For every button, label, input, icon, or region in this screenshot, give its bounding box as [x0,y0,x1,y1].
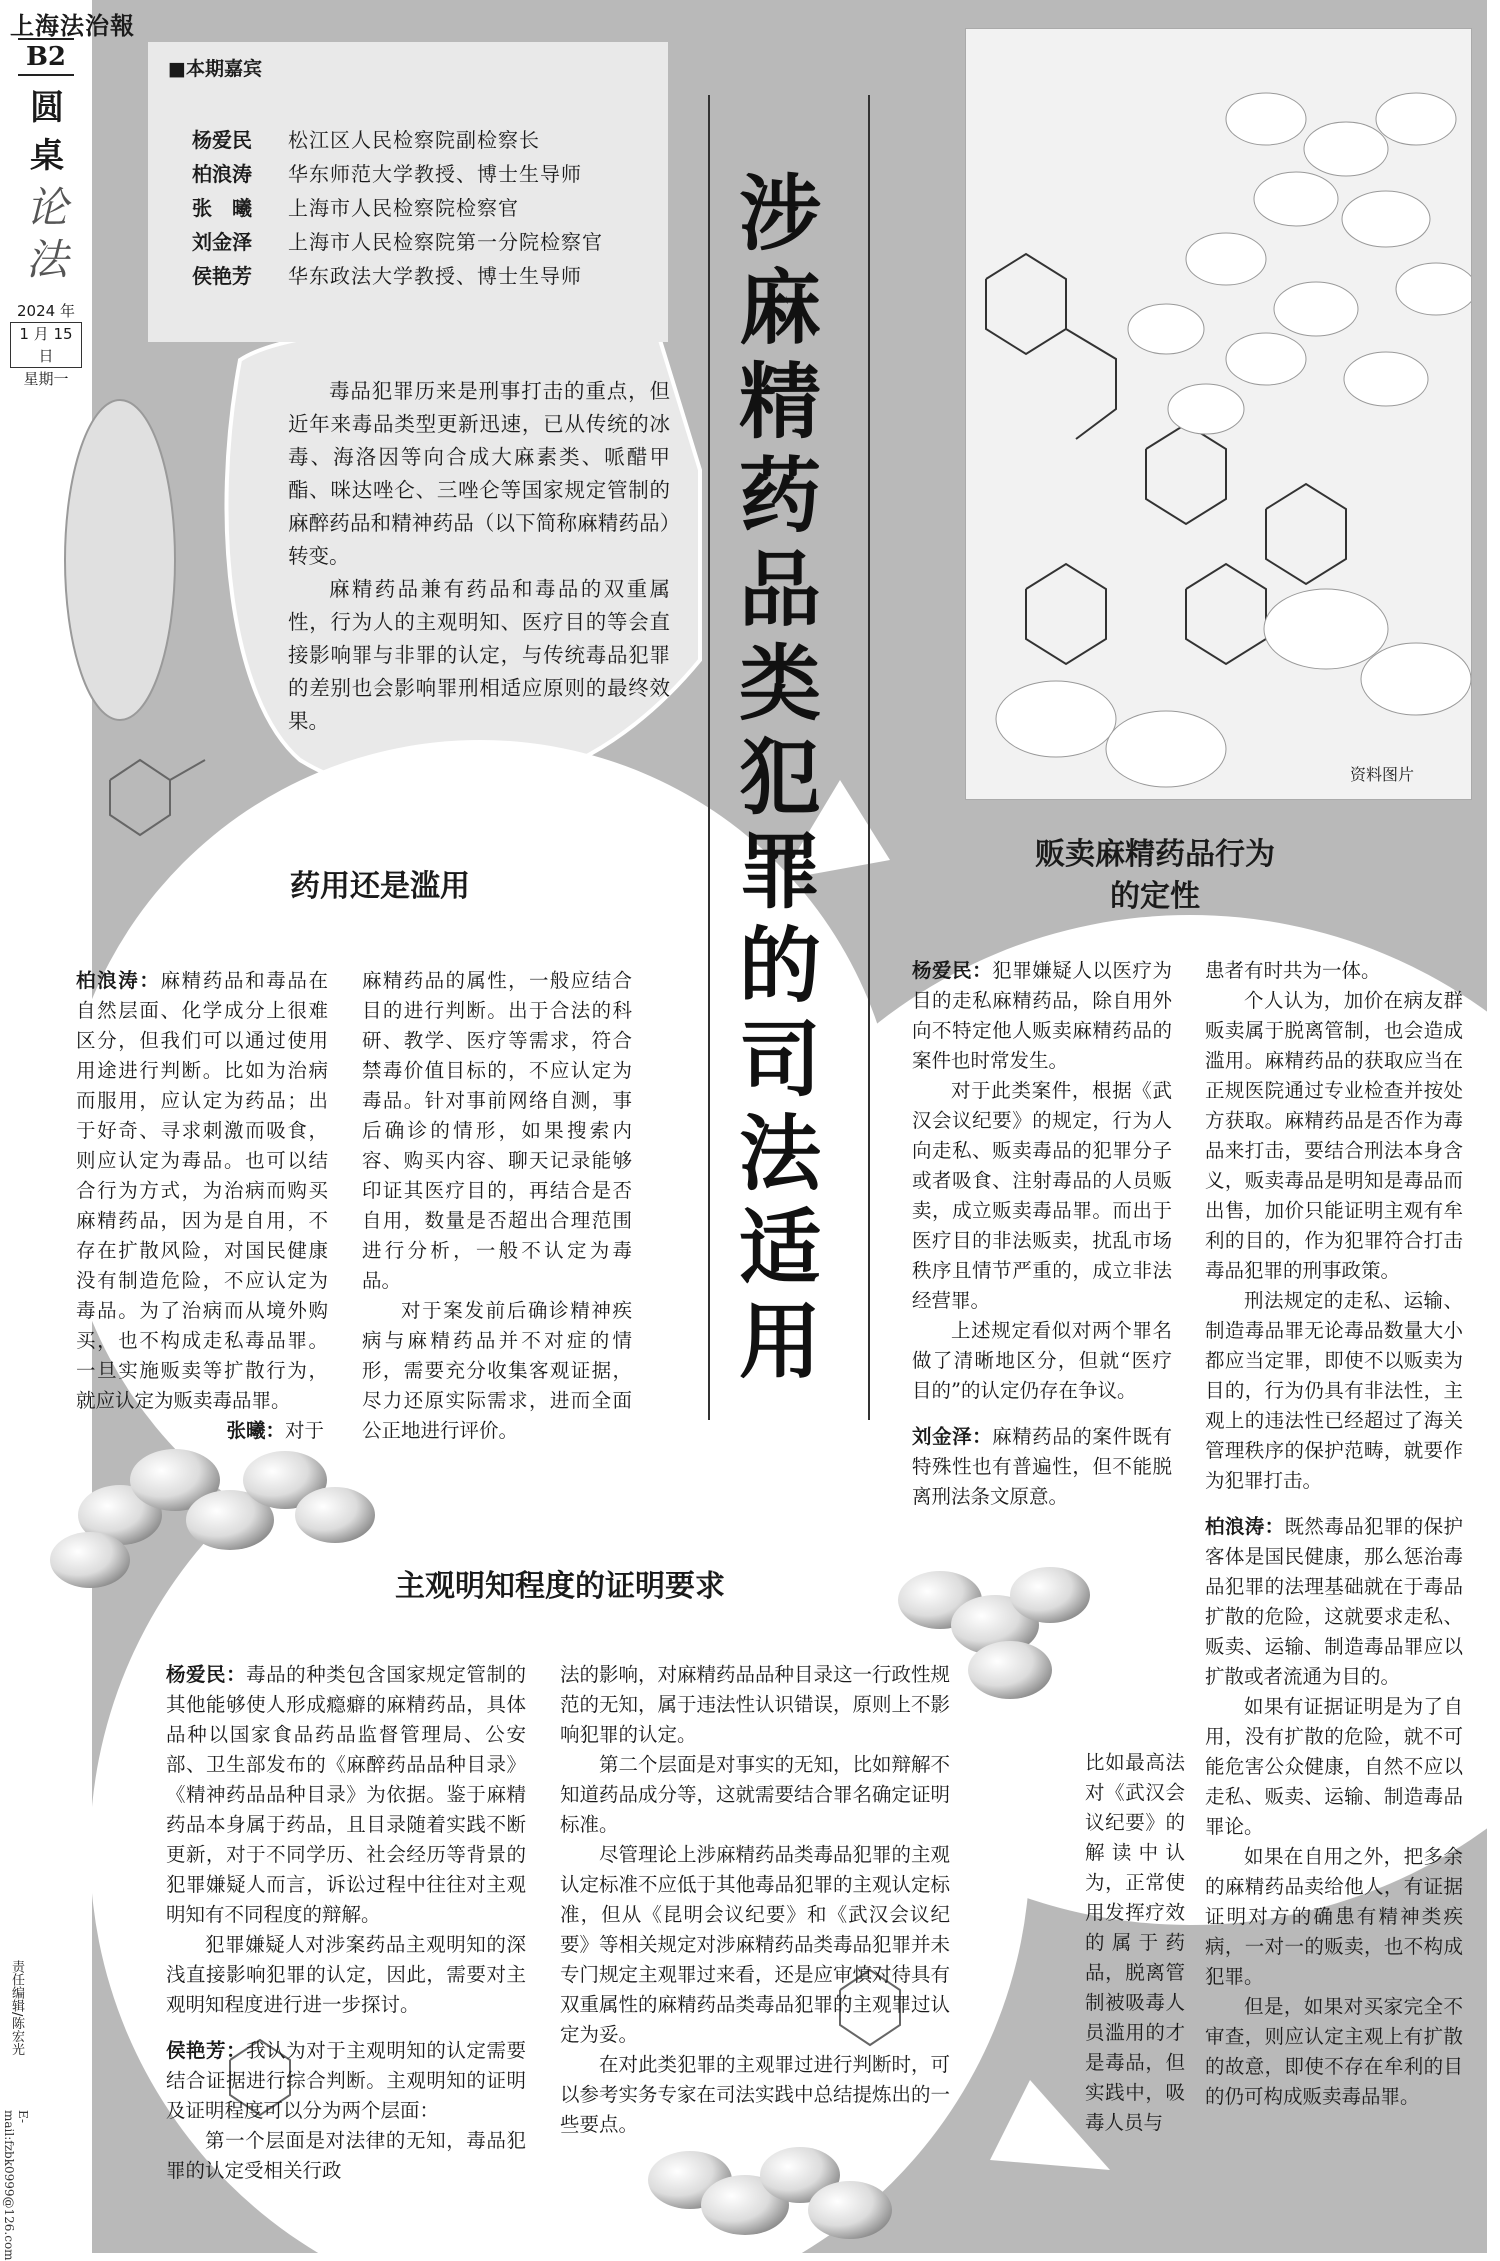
speech-text: 尽管理论上涉麻精药品类毒品犯罪的主观认定标准不应低于其他毒品犯罪的主观认定标准，但从《昆明会议纪要》和《武汉会议纪要》等相关规定对涉麻精药品类毒品犯罪并未专门规定主观罪过来看，还是应审慎对待具有双重属性的麻精药品类毒品犯罪的主观罪过认定为妥。 [560,1843,951,2046]
photo-caption: 资料图片 [1350,765,1415,784]
issue-date [10,300,82,390]
guests-title: ■本期嘉宾 [168,58,262,80]
section-title-knowledge-proof: 主观明知程度的证明要求 [395,1569,725,1604]
speaker-name: 杨爱民： [912,959,993,982]
editor-email: E-mail:fzbk0999@126.com [2,2110,30,2261]
speech-text: 第二个层面是对事实的无知，比如辩解不知道药品成分等，这就需要结合罪名确定证明标准。 [560,1753,951,1836]
speech-text: 对于案发前后确诊精神疾病与麻精药品并不对症的情形，需要充分收集客观证据，尽力还原实际需求，进而全面公正地进行评价。 [362,1299,632,1442]
section3-column2 [560,1660,950,2140]
speech-text: 患者有时共为一体。 [1205,959,1381,982]
title-rule-left [708,95,710,1420]
column-name-char-3: 论 [25,183,68,232]
speech-text: 上述规定看似对两个罪名做了清晰地区分，但就“医疗目的”的认定仍存在争议。 [912,1319,1172,1402]
speech-text: 如果在自用之外，把多余的麻精药品卖给他人，有证据证明对方的确患有精神类疾病，一对一的贩卖，也不构成犯罪。 [1205,1845,1463,1988]
guest-row [192,124,540,153]
speech-text: 如果有证据证明是为了自用，没有扩散的危险，就不可能危害公众健康，自然不应以走私、贩卖、运输、制造毒品罪论。 [1205,1695,1463,1838]
speech-text: 毒品的种类包含国家规定管制的其他能够使人形成瘾癖的麻精药品，具体品种以国家食品药品监督管理局、公安部、卫生部发布的《麻醉药品品种目录》《精神药品品种目录》为依据。鉴于麻精药品本身属于药品，且目录随着实践不断更新，对于不同学历、社会经历等背景的犯罪嫌疑人而言，诉讼过程中往往对主观明知有不同程度的辩解。 [166,1663,526,1926]
guest-name: 张 曦 [192,196,252,220]
guest-title: 华东师范大学教授、博士生导师 [288,162,582,186]
section1-column1 [76,966,328,1446]
guest-name: 柏浪涛 [192,162,252,186]
speaker-name: 杨爱民： [166,1663,247,1686]
section1-column2 [362,966,632,1446]
section2-column2 [1205,956,1463,2112]
speech-text: 刑法规定的走私、运输、制造毒品罪无论毒品数量大小都应当定罪，即使不以贩卖为目的，行为仍具有非法性，主观上的违法性已经超过了海关管理秩序的保护范畴，就要作为犯罪打击。 [1205,1289,1463,1492]
guest-name: 刘金泽 [192,230,252,254]
page-number: B2 [18,38,74,76]
section2-middle-column: 比如最高法对《武汉会议纪要》的解读中认为，正常使用发挥疗效的属于药品，脱离管制被吸毒人员滥用的才是毒品，但实践中，吸毒人员与 [1085,1751,1185,2134]
guest-row [192,158,582,187]
speech-text: 麻精药品和毒品在自然层面、化学成分上很难区分，但我们可以通过使用用途进行判断。比如为治病而服用，应认定为药品；出于好奇、寻求刺激而吸食，则应认定为毒品。也可以结合行为方式，为治病而购买麻精药品，因为是自用，不存在扩散风险，对国民健康没有制造危险，不应认定为毒品。为了治病而从境外购买，也不构成走私毒品罪。一旦实施贩卖等扩散行为，就应认定为贩卖毒品罪。 [76,969,328,1412]
masthead: 上海法治報 [10,11,135,40]
speech-text: 麻精药品的属性，一般应结合目的进行判断。出于合法的科研、教学、医疗等需求，符合禁毒价值目标的，不应认定为毒品。针对事前网络自测，事后确诊的情形，如果搜索内容、购买内容、聊天记录能够印证其医疗目的，再结合是否自用，数量是否超出合理范围进行分析，一般不认定为毒品。 [362,969,632,1292]
speaker-name: 刘金泽： [912,1425,993,1448]
issue-day: 1 月 15 日 [10,322,82,368]
speech-text: 对于此类案件，根据《武汉会议纪要》的规定，行为人向走私、贩卖毒品的犯罪分子或者吸食、注射毒品的人员贩卖，成立贩卖毒品罪。而出于医疗目的非法贩卖，扰乱市场秩序且情节严重的，成立非法经营罪。 [912,1079,1172,1312]
guest-title: 上海市人民检察院第一分院检察官 [288,230,603,254]
main-title: 涉麻精药品类犯罪的司法适用 [738,167,821,1390]
issue-weekday: 星期一 [23,370,69,388]
section-title-medical-or-abuse: 药用还是滥用 [290,869,470,904]
section-title-line: 贩卖麻精药品行为 [1035,837,1275,872]
guest-row [192,260,582,289]
guest-row [192,226,603,255]
speech-text: 犯罪嫌疑人以医疗为目的走私麻精药品，除自用外向不特定他人贩卖麻精药品的案件也时常发生。 [912,959,1172,1072]
guest-title: 松江区人民检察院副检察长 [288,128,540,152]
guest-row [192,192,519,221]
pills-photo [965,28,1472,800]
column-name-char-4: 法 [25,235,68,284]
section-title-sale-nature [940,834,1370,918]
speech-text: 个人认为，加价在病友群贩卖属于脱离管制，也会造成滥用。麻精药品的获取应当在正规医院通过专业检查并按处方获取。麻精药品是否作为毒品来打击，要结合刑法本身含义，贩卖毒品是明知是毒品而出售，加价只能证明主观有牟利的目的，作为犯罪符合打击毒品犯罪的刑事政策。 [1205,989,1463,1282]
intro-paragraph: 麻精药品兼有药品和毒品的双重属性，行为人的主观明知、医疗目的等会直接影响罪与非罪的认定，与传统毒品犯罪的差别也会影响罪刑相适应原则的最终效果。 [288,577,670,733]
pills-photo-art [966,29,1471,799]
guest-title: 上海市人民检察院检察官 [288,196,519,220]
speech-text: 既然毒品犯罪的保护客体是国民健康，那么惩治毒品犯罪的法理基础就在于毒品扩散的危险，这就要求走私、贩卖、运输、制造毒品罪应以扩散或者流通为目的。 [1205,1515,1463,1688]
speaker-name: 侯艳芳： [166,2039,247,2062]
column-name-char-2: 桌 [30,136,64,176]
speaker-name: 张曦： [226,1419,285,1442]
speech-text: 第一个层面是对法律的无知，毒品犯罪的认定受相关行政 [166,2129,526,2182]
section3-column1 [166,1660,526,2186]
intro-text [288,375,670,738]
speech-text: 麻精药品的案件既有特殊性也有普遍性，但不能脱离刑法条文原意。 [912,1425,1172,1508]
intro-paragraph: 毒品犯罪历来是刑事打击的重点，但近年来毒品类型更新迅速，已从传统的冰毒、海洛因等向合成大麻素类、哌醋甲酯、咪达唑仑、三唑仑等国家规定管制的麻醉药品和精神药品（以下简称麻精药品）转变。 [288,379,670,568]
editor-credit: 责任编辑/陈宏光 [9,1960,24,2056]
section2-column1 [912,956,1172,1512]
title-rule-right [868,95,870,1420]
speaker-name: 柏浪涛： [76,969,161,992]
section-title-line: 的定性 [1110,879,1200,914]
column-name-char-1: 圆 [30,88,64,128]
speech-text: 犯罪嫌疑人对涉案药品主观明知的深浅直接影响犯罪的认定，因此，需要对主观明知程度进行进一步探讨。 [166,1933,526,2016]
speaker-name: 柏浪涛： [1205,1515,1285,1538]
speech-text: 但是，如果对买家完全不审查，则应认定主观上有扩散的故意，即使不存在牟利的目的仍可构成贩卖毒品罪。 [1205,1995,1463,2108]
guest-title: 华东政法大学教授、博士生导师 [288,264,582,288]
speech-text: 在对此类犯罪的主观罪过进行判断时，可以参考实务专家在司法实践中总结提炼出的一些要点。 [560,2053,951,2136]
speech-text: 对于 [284,1419,324,1442]
speech-text: 法的影响，对麻精药品品种目录这一行政性规范的无知，属于违法性认识错误，原则上不影响犯罪的认定。 [560,1663,951,1746]
speech-text: 我认为对于主观明知的认定需要结合证据进行综合判断。主观明知的证明及证明程度可以分为两个层面： [166,2039,526,2122]
guest-name: 杨爱民 [192,128,252,152]
guest-name: 侯艳芳 [192,264,252,288]
issue-year: 2024 年 [17,302,75,320]
